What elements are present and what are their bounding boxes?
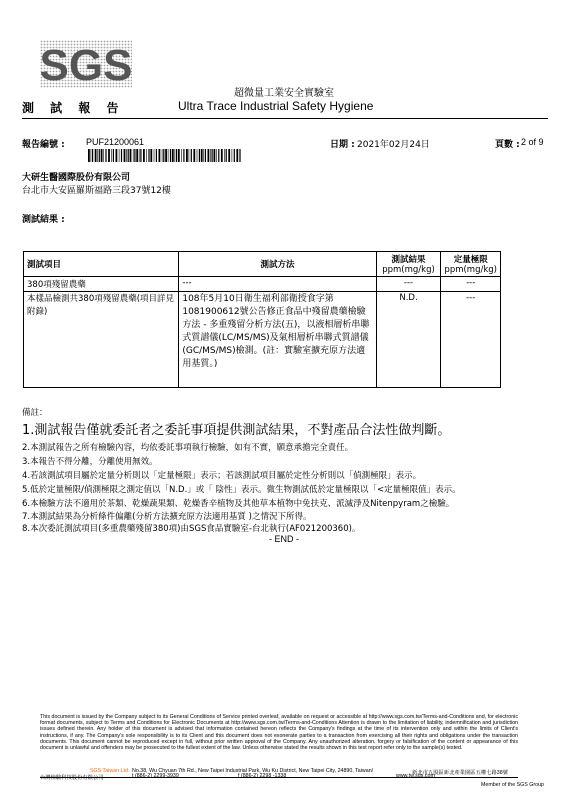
note-item: 2.本測試報告之所有檢驗內容，均依委託事項執行檢驗，如有不實，願意承擔完全責任。 — [22, 443, 354, 453]
note-item: 8.本次委託測試項目(多重農藥殘留380項)由SGS食品實驗室-台北執行(AF021200360)。 — [22, 524, 361, 534]
notes-label: 備註： — [22, 408, 48, 418]
footer-address-cn: 新北市五股區新北產業園區五權七路38號 — [412, 770, 508, 776]
lab-name-en: Ultra Trace Industrial Safety Hygiene — [178, 99, 374, 113]
row-method: 108年5月10日衛生福利部衛授食字第1081900612號公告修正食品中殘留農藥檢驗方法 - 多重殘留分析方法(五)，以液相層析串聯式質譜儀(LC/MS/MS)及氣相層析串聯式質譜儀(GC/MS/MS)檢測。(註：實驗室擴充原方法適用基質。) — [179, 292, 376, 388]
footer-tel: t (886-2) 2299-3939 — [132, 773, 179, 779]
header-limit-label: 定量極限 — [453, 255, 488, 265]
page-label: 頁數 : — [495, 140, 520, 150]
note-item: 1.測試報告僅就委託者之委託事項提供測試結果，不對產品合法性做判斷。 — [22, 423, 451, 438]
lab-name-cn: 超微量工業安全實驗室 — [234, 88, 334, 99]
footer-company-en: SGS Taiwan Ltd. — [90, 768, 130, 774]
note-item: 7.本測試結果為分析條件偏離(分析方法擴充原方法適用基質 )之情況下所得。 — [22, 512, 312, 522]
header-result — [376, 252, 441, 277]
note-item: 3.本報告不得分離，分離使用無效。 — [22, 457, 158, 467]
row-result: N.D. — [376, 292, 441, 388]
header-limit — [441, 252, 501, 277]
report-no-label: 報告編號 : — [22, 140, 65, 150]
footer-disclaimer: This document is issued by the Company subject to its General Conditions of Service printed overleaf, available on request or accessible at http://www.sgs.com.tw/Terms-and-Conditions and, for electronic format documents, subject to Terms and Conditions for Electronic Documents at http://www.sgs.com.tw/Terms-and-Conditions Attention is drawn to the limitation of liability, indemnification and jurisdiction issues defined therein. Any holder of this document is advised that information contained hereon reflects the Company's findings at the time of its intervention only and within the limits of Client's instructions, if any. The Company's sole responsibility is to its Client and this document does not exonerate parties to a transaction from exercising all their rights and obligations under the transaction documents. This document cannot be reproduced except in full, without prior written approval of the Company. Any unauthorized alteration, forgery or falsification of the content or appearance of this document is unlawful and offenders may be prosecuted to the fullest extent of the law. Unless otherwise stated the results shown in this test report refer only to the sample(s) tested. — [40, 714, 518, 752]
header-rule — [22, 118, 548, 119]
footer-company-cn: 台灣檢驗科技股份有限公司 — [40, 775, 104, 781]
report-no: PUF21200061 — [86, 137, 145, 147]
table-header-row — [24, 252, 501, 277]
row-item: 本樣品檢測共380項殘留農藥(項目詳見附錄) — [24, 292, 179, 388]
note-item: 4.若該測試項目屬於定量分析則以「定量極限」表示；若該測試項目屬於定性分析則以「偵測極限」表示。 — [22, 471, 422, 481]
barcode — [88, 149, 241, 162]
report-date: 2021年02月24日 — [357, 140, 430, 150]
end-marker: - END - — [269, 534, 299, 544]
footer-address-en: No.38, Wu Chyuan 7th Rd., New Taipei Industrial Park, Wu Ku District, New Taipei City, 24890, Taiwan/ — [132, 768, 374, 774]
footer-web: www.tw.sgs.com — [396, 773, 435, 779]
results-table — [23, 251, 501, 388]
header-result-label: 測試結果 — [391, 255, 426, 265]
header-item: 測試項目 — [24, 252, 179, 277]
svg-text:SGS: SGS — [40, 41, 132, 88]
footer-member: Member of the SGS Group — [480, 782, 544, 788]
note-item: 6.本檢驗方法不適用於茶類、乾燥蔬果類、乾燥香辛植物及其他草本植物中免扶克、派滅淨及Nitenpyram之檢驗。 — [22, 499, 455, 509]
report-title: 測 試 報 告 — [22, 101, 125, 115]
header-result-unit: ppm(mg/kg) — [382, 265, 435, 275]
client-name: 大研生醫國際股份有限公司 — [22, 173, 131, 183]
row-limit: --- — [441, 292, 501, 388]
row-limit: --- — [441, 277, 501, 292]
results-label: 測試結果 : — [22, 215, 65, 225]
table-row — [24, 292, 501, 388]
sgs-logo — [40, 40, 132, 88]
row-method: --- — [179, 277, 376, 292]
table-row — [24, 277, 501, 292]
client-address: 台北市大安區羅斯福路三段37號12樓 — [22, 186, 171, 196]
note-item: 5.低於定量極限/偵測極限之測定值以「N.D.」或「 陰性」表示。微生物測試低於定量極限以「<定量極限值」表示。 — [22, 485, 461, 495]
row-result: --- — [376, 277, 441, 292]
header-limit-unit: ppm(mg/kg) — [444, 265, 497, 275]
page-number: 2 of 9 — [521, 137, 544, 147]
row-item: 380項殘留農藥 — [24, 277, 179, 292]
date-label: 日期 : — [330, 140, 355, 150]
footer-fax: f (886-2) 2298 -1338 — [238, 773, 287, 779]
header-method: 測試方法 — [179, 252, 376, 277]
